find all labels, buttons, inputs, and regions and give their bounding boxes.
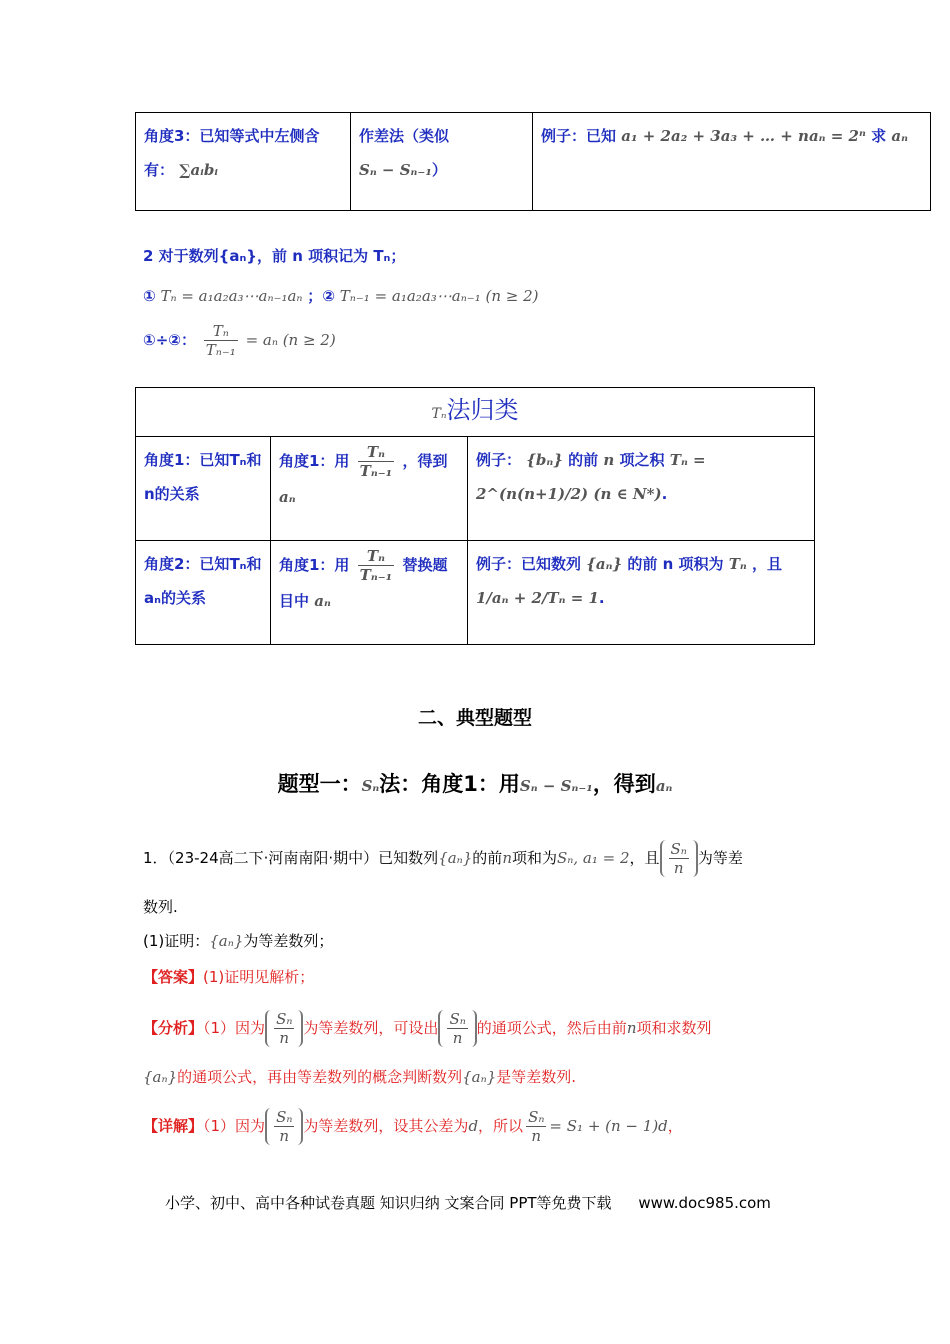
footer-site-link[interactable]: www.doc985.com (638, 1194, 771, 1212)
table2-title: Tₙ法归类 (136, 388, 815, 437)
question-type-heading: 题型一：Sₙ法：角度1：用Sₙ − Sₙ₋₁，得到aₙ (277, 772, 673, 796)
tn-division-line: ①÷②： $\frac{\text{Tₙ}}{\text{Tₙ₋₁}}$ = aₙ (n ≥ 2) (143, 322, 336, 359)
footer (165, 1192, 771, 1213)
detail-line: 【详解】（1）因为 $\frac{\text{Sₙ}}{n}$ 为等差数列，设其公差为d，所以 $\frac{\text{Sₙ}}{n}$ = S₁ + (n − 1)d， (143, 1108, 683, 1145)
tn-fraction: $\frac{\text{Tₙ}}{\text{Tₙ₋₁}}$ (205, 322, 236, 359)
analysis-line-2: {aₙ}的通项公式，再由等差数列的概念判断数列{aₙ}是等差数列. (143, 1068, 577, 1086)
table2-r1c1: 角度1：已知Tₙ和n的关系 (136, 437, 271, 541)
analysis-line-1: 【分析】（1）因为 $\frac{\text{Sₙ}}{n}$ 为等差数列，可设出 $\frac{\text{Sₙ}}{n}$ 的通项公式，然后由前n项和求数列 (143, 1010, 712, 1047)
table2-r1c3: 例子： {bₙ} 的前 n 项之积 Tₙ = 2^(n(n+1)/2) (n ∈ N*). (468, 437, 815, 541)
table2-r2c2: 角度1：用 $\frac{\text{Tₙ}}{\text{Tₙ₋₁}}$ 替换题目中 aₙ (271, 541, 468, 645)
problem-1-stem-cont: 数列. (143, 898, 178, 916)
table2-r1c2: 角度1：用 $\frac{\text{Tₙ}}{\text{Tₙ₋₁}}$ ，得到 aₙ (271, 437, 468, 541)
problem-1-question-1: (1)证明：{aₙ}为等差数列； (143, 932, 334, 950)
table-angle3 (135, 112, 931, 211)
table2-r2c3: 例子：已知数列 {aₙ} 的前 n 项积为 Tₙ ，且 1/aₙ + 2/Tₙ = 1. (468, 541, 815, 645)
footer-text: 小学、初中、高中各种试卷真题 知识归纳 文案合同 PPT等免费下载 (165, 1194, 612, 1212)
answer-line: 【答案】(1)证明见解析； (143, 968, 315, 986)
problem-1-stem: 1．（23-24高二下·河南南阳·期中）已知数列{aₙ}的前n项和为Sₙ, a₁ = 2，且 $\frac{\text{Sₙ}}{n}$ 为等差 (143, 840, 743, 877)
tn-definition-line: 2 对于数列{aₙ}，前 n 项积记为 Tₙ； (143, 247, 406, 265)
sum-formula: ∑aᵢbᵢ (179, 161, 218, 179)
section-heading: 二、典型题型 (417, 707, 532, 729)
table1-col1: 角度3：已知等式中左侧含有： ∑aᵢbᵢ (136, 113, 351, 211)
table1-col3: 例子：已知 a₁ + 2a₂ + 3a₃ + … + naₙ = 2ⁿ 求 aₙ (533, 113, 931, 211)
table2-r2c1: 角度2：已知Tₙ和aₙ的关系 (136, 541, 271, 645)
table-tn-method (135, 387, 815, 645)
table1-col2: 作差法（类似 Sₙ − Sₙ₋₁） (351, 113, 533, 211)
tn-formulas-line: ① Tₙ = a₁a₂a₃⋯aₙ₋₁aₙ ；② Tₙ₋₁ = a₁a₂a₃⋯aₙ₋₁ (n ≥ 2) (143, 287, 539, 305)
